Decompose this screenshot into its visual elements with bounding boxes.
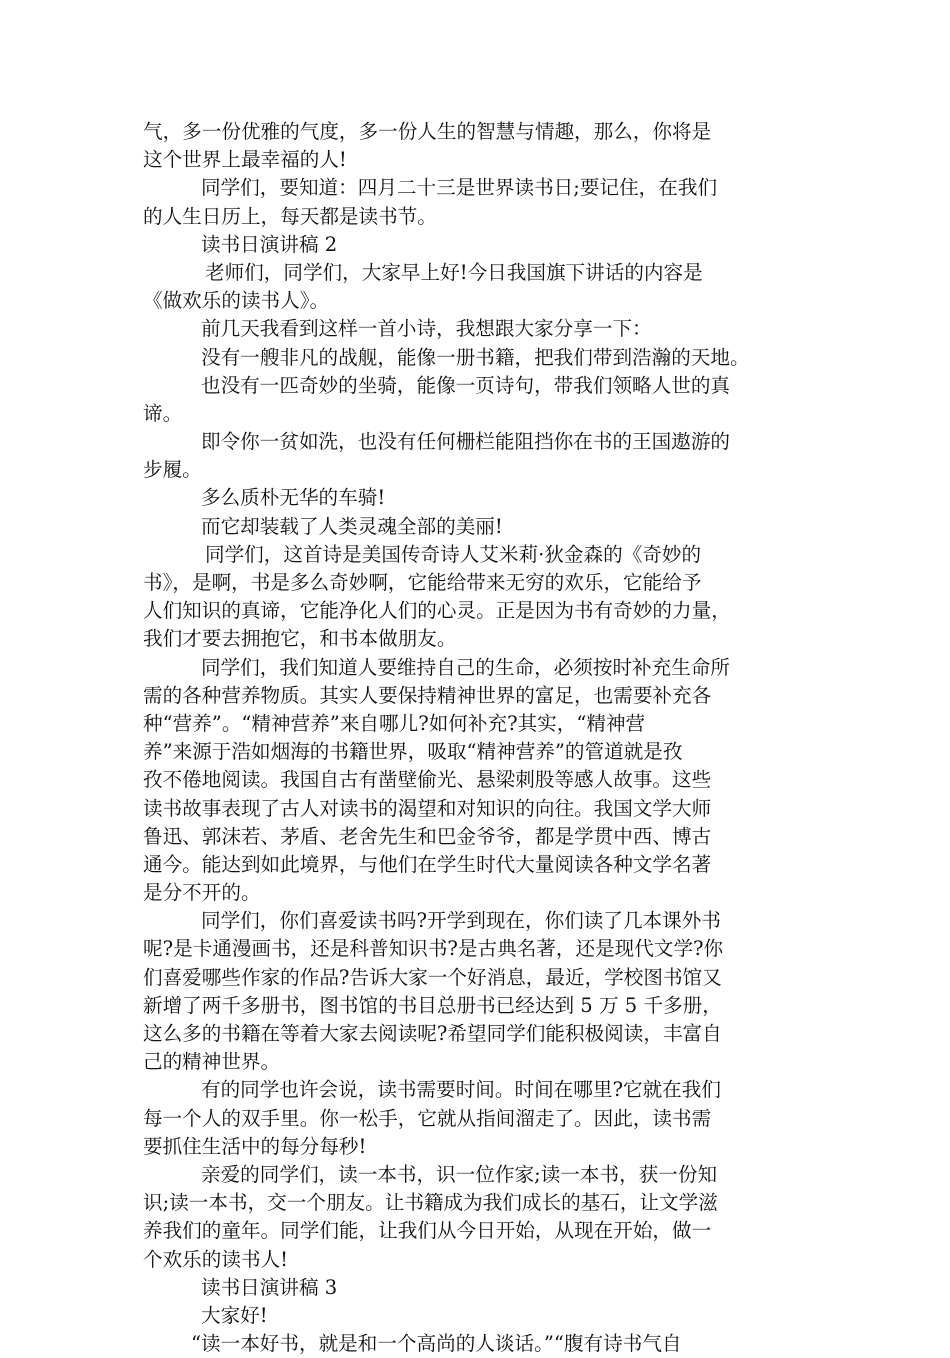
text-line: 没有一艘非凡的战舰，能像一册书籍，把我们带到浩瀚的天地。 <box>201 345 750 369</box>
text-line: 同学们，要知道：四月二十三是世界读书日;要记住，在我们 <box>201 176 718 200</box>
text-line: 识;读一本书，交一个朋友。让书籍成为我们成长的基石，让文学滋 <box>143 1191 718 1215</box>
text-line: 同学们，我们知道人要维持自己的生命，必须按时补充生命所 <box>201 655 731 679</box>
text-line: 每一个人的双手里。你一松手，它就从指间溜走了。因此，读书需 <box>143 1106 712 1130</box>
text-line: 是分不开的。 <box>143 881 261 905</box>
text-line: 老师们，同学们，大家早上好!今日我国旗下讲话的内容是 <box>205 260 703 284</box>
text-line: 的人生日历上，每天都是读书节。 <box>143 204 437 228</box>
text-line: 即令你一贫如洗，也没有任何栅栏能阻挡你在书的王国遨游的 <box>201 430 731 454</box>
text-line: 大家好! <box>201 1303 268 1327</box>
text-line: 己的精神世界。 <box>143 1050 281 1074</box>
section-heading: 读书日演讲稿 3 <box>201 1275 338 1299</box>
text-line: 需的各种营养物质。其实人要保持精神世界的富足，也需要补充各 <box>143 683 712 707</box>
text-line: 同学们，你们喜爱读书吗?开学到现在，你们读了几本课外书 <box>201 909 721 933</box>
text-line: 有的同学也许会说，读书需要时间。时间在哪里?它就在我们 <box>201 1078 721 1102</box>
text-line: 孜不倦地阅读。我国自古有凿壁偷光、悬梁刺股等感人故事。这些 <box>143 768 712 792</box>
text-line: 气，多一份优雅的气度，多一份人生的智慧与情趣，那么，你将是 <box>143 120 712 143</box>
text-line: 前几天我看到这样一首小诗，我想跟大家分享一下： <box>201 317 652 341</box>
text-line: 谛。 <box>143 401 183 425</box>
text-line: 个欢乐的读书人! <box>143 1247 289 1271</box>
text-line: “读一本好书，就是和一个高尚的人谈话。”“腹有诗书气自 <box>191 1332 682 1356</box>
text-line: 我们才要去拥抱它，和书本做朋友。 <box>143 627 457 651</box>
text-line: 呢?是卡通漫画书，还是科普知识书?是古典名著，还是现代文学?你 <box>143 937 724 961</box>
text-line: 要抓住生活中的每分每秒! <box>143 1134 367 1158</box>
text-line: 书》，是啊，书是多么奇妙啊，它能给带来无穷的欢乐，它能给予 <box>143 571 702 594</box>
text-line: 也没有一匹奇妙的坐骑，能像一页诗句，带我们领略人世的真 <box>201 373 731 397</box>
text-line: 养我们的童年。同学们能，让我们从今日开始，从现在开始，做一 <box>143 1219 712 1243</box>
section-heading: 读书日演讲稿 2 <box>201 232 338 256</box>
text-line: 读书故事表现了古人对读书的渴望和对知识的向往。我国文学大师 <box>143 796 712 820</box>
text-line: 而它却装载了人类灵魂全部的美丽! <box>201 514 503 538</box>
text-line: 多么质朴无华的车骑! <box>201 486 386 510</box>
text-line: 种“营养”。“精神营养”来自哪儿?如何补充?其实，“精神营 <box>143 711 646 735</box>
text-line: 人们知识的真谛，它能净化人们的心灵。正是因为书有奇妙的力量， <box>143 599 731 623</box>
text-line: 鲁迅、郭沫若、茅盾、老舍先生和巴金爷爷，都是学贯中西、博古 <box>143 824 712 848</box>
document-body <box>143 118 813 1358</box>
text-line: 这么多的书籍在等着大家去阅读呢?希望同学们能积极阅读，丰富自 <box>143 1022 722 1045</box>
text-line: 新增了两千多册书，图书馆的书目总册书已经达到 5 万 5 千多册， <box>143 993 722 1017</box>
text-line: 《做欢乐的读书人》。 <box>143 289 330 313</box>
text-line: 养”来源于浩如烟海的书籍世界，吸取“精神营养”的管道就是孜 <box>143 740 683 764</box>
text-line: 同学们，这首诗是美国传奇诗人艾米莉·狄金森的《奇妙的 <box>205 542 702 566</box>
text-line: 们喜爱哪些作家的作品?告诉大家一个好消息，最近，学校图书馆又 <box>143 965 722 989</box>
text-line: 这个世界上最幸福的人! <box>143 148 347 172</box>
text-line: 亲爱的同学们，读一本书，识一位作家;读一本书，获一份知 <box>201 1162 718 1186</box>
text-line: 通今。能达到如此境界，与他们在学生时代大量阅读各种文学名著 <box>143 852 712 876</box>
text-line: 步履。 <box>143 458 202 482</box>
